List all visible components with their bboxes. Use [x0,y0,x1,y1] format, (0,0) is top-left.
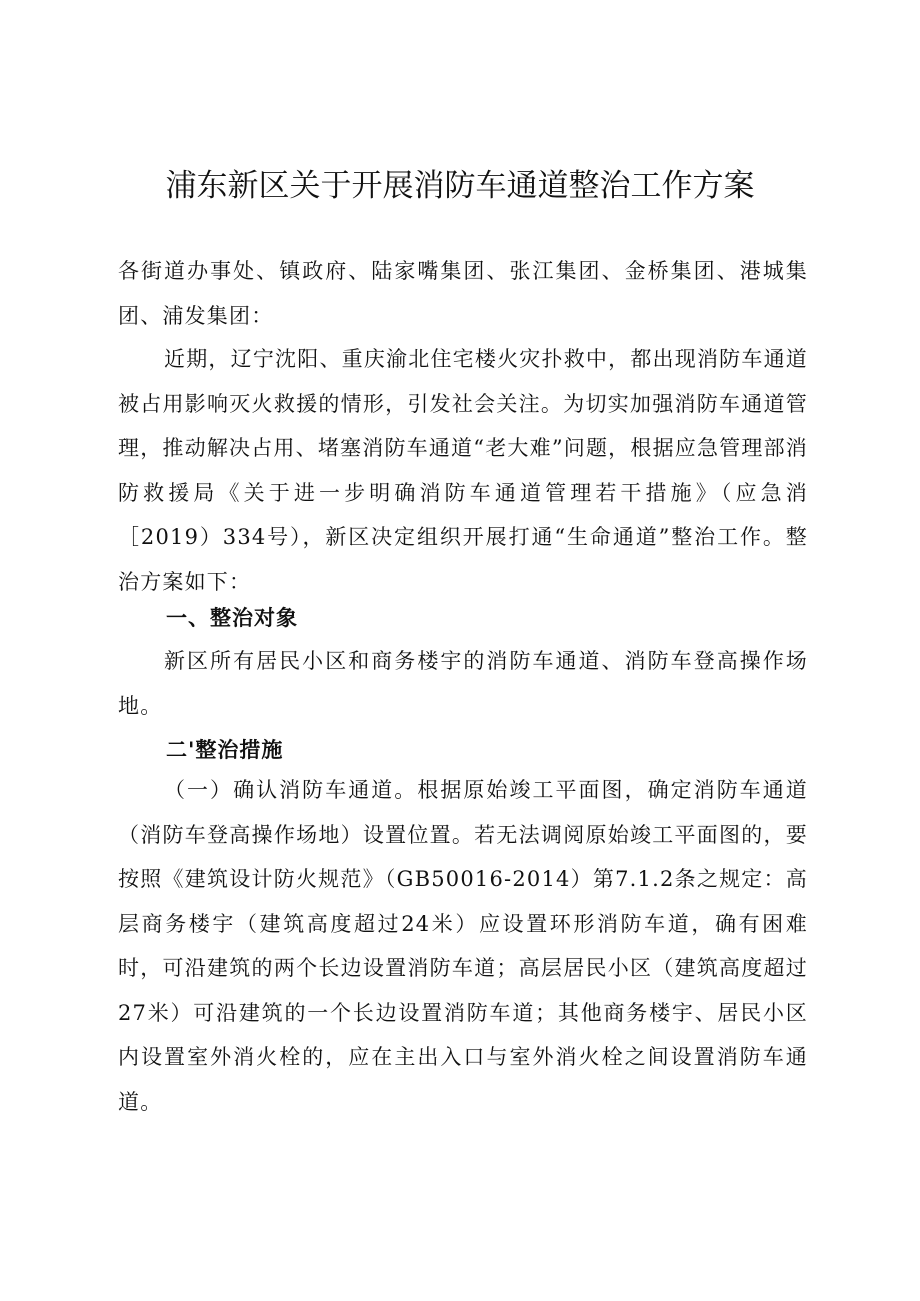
section-2-heading: 二'整治措施 [166,738,284,762]
section-1-paragraph: 新区所有居民小区和商务楼宇的消防车通道、消防车登高操作场地。 [118,649,808,718]
section-1-heading: 一、整治对象 [166,606,298,630]
addressee-paragraph: 各街道办事处、镇政府、陆家嘴集团、张江集团、金桥集团、港城集团、浦发集团： [118,259,808,328]
section-2-item-1-paragraph: （一）确认消防车通道。根据原始竣工平面图，确定消防车通道（消防车登高操作场地）设置位置。若无法调阅原始竣工平面图的，要按照《建筑设计防火规范》（GB50016-2014）第7.1.2条之规定：高层商务楼宇（建筑高度超过24米）应设置环形消防车道，确有困难时，可沿建筑的两个长边设置消防车道；高层居民小区（建筑高度超过27米）可沿建筑的一个长边设置消防车道；其他商务楼宇、居民小区内设置室外消火栓的，应在主出入口与室外消火栓之间设置消防车通道。 [118,778,808,1114]
document-title: 浦东新区关于开展消防车通道整治工作方案 [165,168,755,204]
intro-paragraph: 近期，辽宁沈阳、重庆渝北住宅楼火灾扑救中，都出现消防车通道被占用影响灭火救援的情形，引发社会关注。为切实加强消防车通道管理，推动解决占用、堵塞消防车通道“老大难”问题，根据应急管理部消防救援局《关于进一步明确消防车通道管理若干措施》（应急消［2019）334号），新区决定组织开展打通“生命通道”整治工作。整治方案如下： [118,347,808,594]
